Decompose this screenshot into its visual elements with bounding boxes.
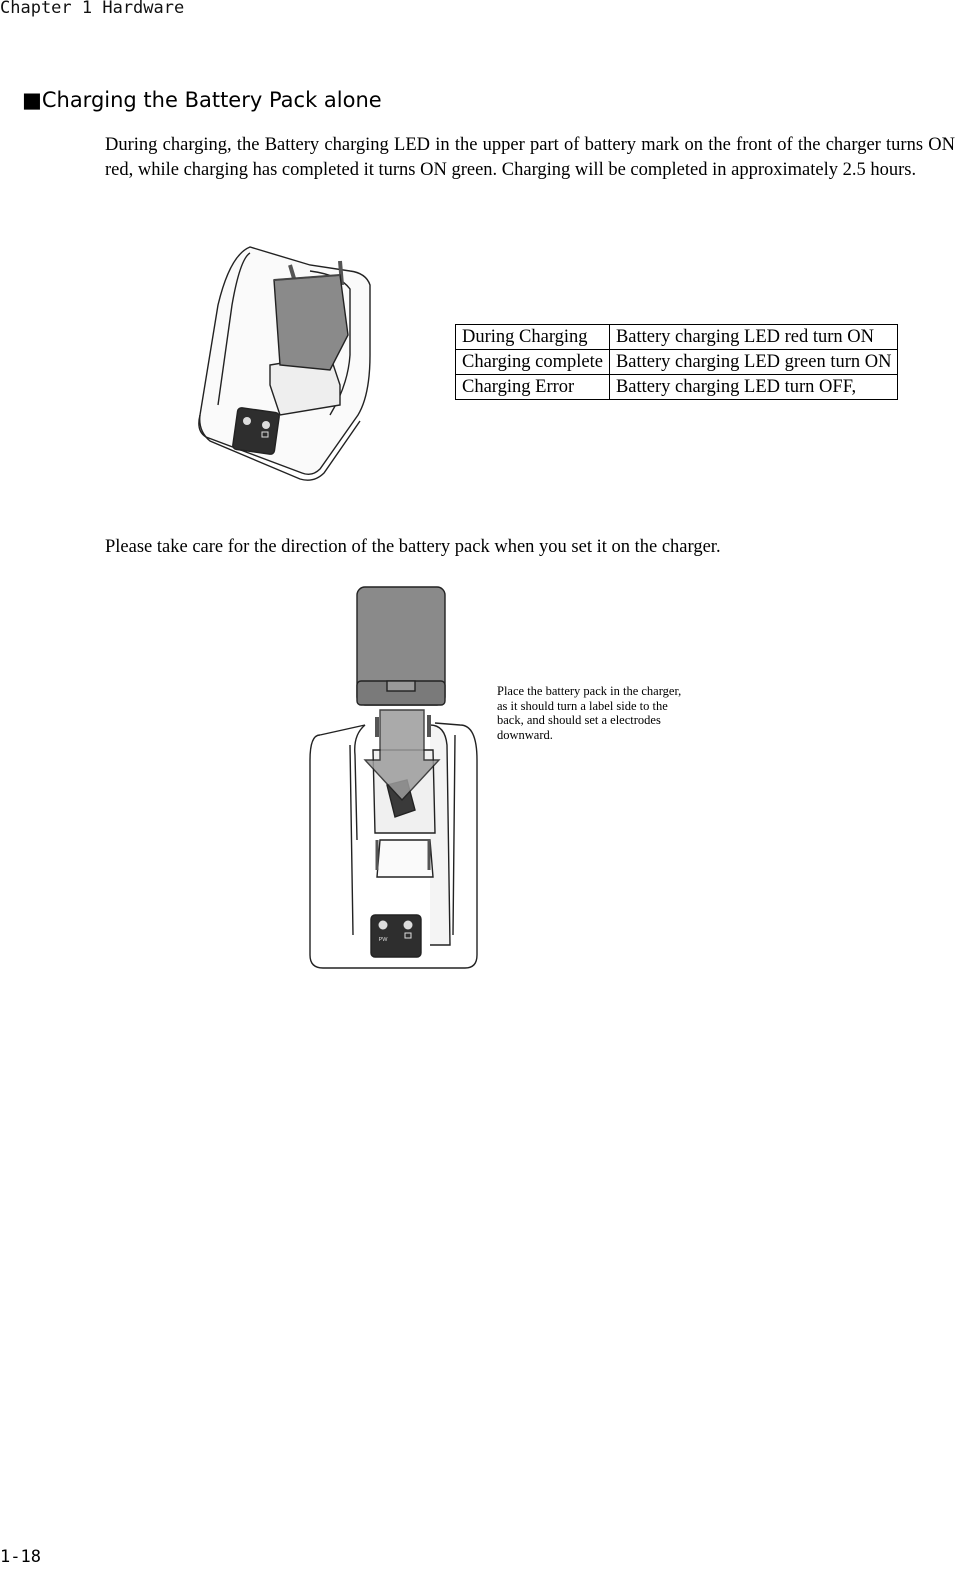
chapter-header: Chapter 1 Hardware	[0, 0, 185, 18]
section-title: ■Charging the Battery Pack alone	[22, 88, 382, 112]
table-row	[456, 375, 898, 400]
status-label-cell: Charging complete	[456, 350, 610, 375]
pw-led-label: PW	[378, 937, 388, 943]
led-state-cell: Battery charging LED turn OFF,	[609, 375, 898, 400]
charging-status-table	[455, 324, 898, 400]
table-row	[456, 350, 898, 375]
led-state-cell: Battery charging LED green turn ON	[609, 350, 898, 375]
page-number: 1-18	[0, 1547, 41, 1567]
status-label-cell: Charging Error	[456, 375, 610, 400]
battery-placement-note: Place the battery pack in the charger, as it should turn a label side to the back, and should set a electrodes downward.	[497, 684, 682, 742]
led-state-cell: Battery charging LED red turn ON	[609, 325, 898, 350]
status-label-cell: During Charging	[456, 325, 610, 350]
table-row	[456, 325, 898, 350]
charger-with-battery-illustration	[190, 245, 375, 481]
intro-paragraph: During charging, the Battery charging LED in the upper part of battery mark on the front of the charger turns ON red, while charging has completed it turns ON green. Charging will be completed in approximately 2.5 hours.	[105, 135, 955, 180]
battery-insertion-illustration	[305, 585, 485, 973]
battery-direction-note: Please take care for the direction of the battery pack when you set it on the charger.	[105, 537, 721, 557]
